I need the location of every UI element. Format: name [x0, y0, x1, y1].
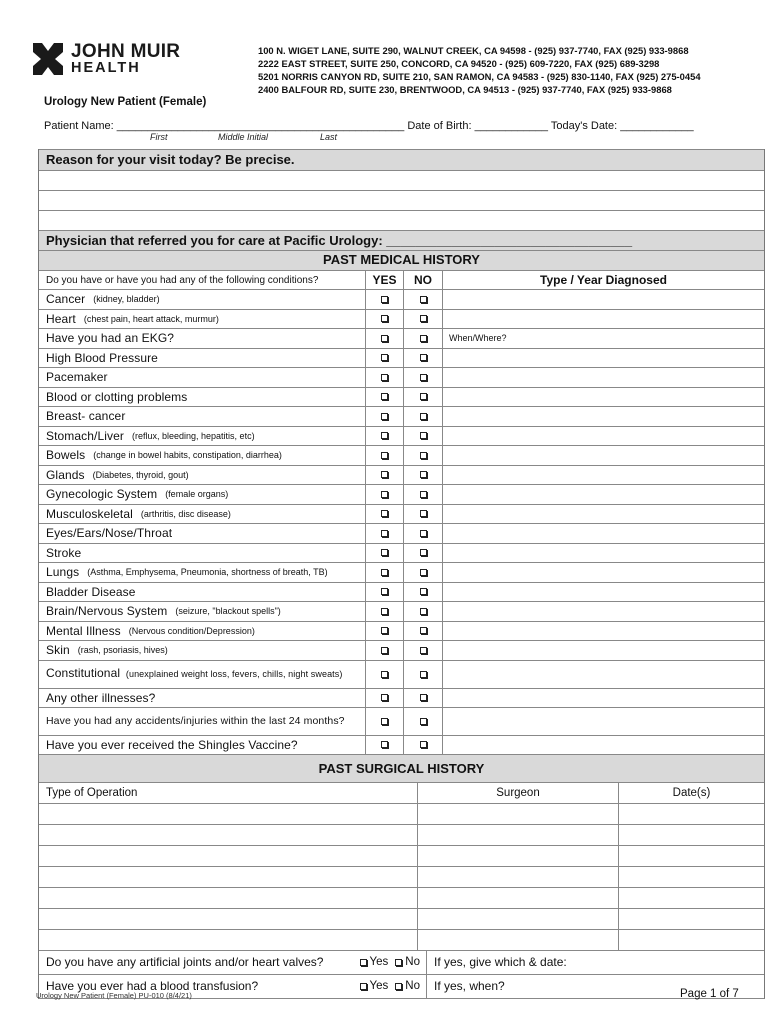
- type-year-field[interactable]: [443, 583, 764, 602]
- yes-checkbox[interactable]: [360, 959, 367, 966]
- condition-name: Constitutional: [46, 666, 121, 680]
- condition-label: [39, 485, 366, 504]
- dates-field[interactable]: [619, 909, 764, 929]
- middle-initial-label: Middle Initial: [218, 132, 269, 142]
- yes-checkbox-cell: [366, 485, 404, 504]
- logo-text-line1: JOHN MUIR: [71, 41, 181, 62]
- yes-label: Yes: [369, 980, 389, 992]
- condition-row-accidents: [39, 707, 764, 735]
- no-checkbox-cell: [404, 622, 443, 641]
- condition-label: [39, 290, 366, 309]
- no-checkbox[interactable]: [420, 315, 427, 322]
- dates-column-header: Date(s): [672, 786, 711, 799]
- condition-label: [39, 446, 366, 465]
- no-checkbox-cell: [404, 427, 443, 446]
- surgeon-field[interactable]: [418, 825, 619, 845]
- type-year-field[interactable]: [443, 329, 764, 348]
- condition-row: [39, 562, 764, 582]
- medical-history-grid: [38, 149, 765, 999]
- condition-extra-label: When/Where?: [449, 333, 507, 344]
- condition-label: [39, 544, 366, 563]
- condition-label: [39, 563, 366, 582]
- condition-label: [39, 661, 366, 688]
- john-muir-logo-icon: [33, 43, 63, 75]
- yes-checkbox-cell: [366, 583, 404, 602]
- reason-answer-line[interactable]: [39, 170, 764, 190]
- condition-label: [39, 622, 366, 641]
- type-year-field[interactable]: [443, 689, 764, 707]
- type-year-field[interactable]: [443, 563, 764, 582]
- yes-checkbox-cell: [366, 563, 404, 582]
- condition-label: [39, 602, 366, 621]
- referring-physician-line[interactable]: Physician that referred you for care at Pacific Urology: __________________________________: [39, 230, 764, 250]
- no-checkbox[interactable]: [420, 510, 427, 517]
- yes-checkbox[interactable]: [381, 647, 388, 654]
- yes-checkbox-cell: [366, 544, 404, 563]
- yes-checkbox[interactable]: [381, 569, 388, 576]
- condition-label: [39, 368, 366, 387]
- clinic-addresses: [258, 44, 701, 96]
- condition-label: [39, 349, 366, 368]
- condition-label: [39, 466, 366, 485]
- no-checkbox-cell: [404, 544, 443, 563]
- operation-column-header: Type of Operation: [39, 783, 418, 803]
- condition-row: [39, 601, 764, 621]
- yes-checkbox-cell: [366, 622, 404, 641]
- condition-note: (Nervous condition/Depression): [128, 625, 255, 636]
- question-text: Do you have any artificial joints and/or heart valves?: [46, 955, 324, 969]
- surgeon-field[interactable]: [418, 888, 619, 908]
- condition-name: Gynecologic System: [46, 487, 158, 502]
- no-checkbox[interactable]: [395, 959, 402, 966]
- yes-checkbox-cell: [366, 524, 404, 543]
- reason-heading: Reason for your visit today? Be precise.: [39, 149, 764, 170]
- condition-note: (rash, psoriasis, hives): [77, 645, 168, 656]
- condition-name: Have you had any accidents/injuries within the last 24 months?: [46, 714, 345, 727]
- yes-checkbox[interactable]: [381, 510, 388, 517]
- operation-field[interactable]: [39, 909, 418, 929]
- logo-text-line2: HEALTH: [71, 60, 141, 76]
- operation-field[interactable]: [39, 867, 418, 887]
- operation-field[interactable]: [39, 804, 418, 824]
- condition-name: Breast- cancer: [46, 409, 126, 424]
- surgery-row: [39, 887, 764, 908]
- condition-name: Glands: [46, 467, 85, 482]
- surgery-row: [39, 824, 764, 845]
- condition-row: [39, 348, 764, 368]
- no-checkbox-cell: [404, 661, 443, 688]
- no-checkbox-cell: [404, 466, 443, 485]
- condition-label: [39, 427, 366, 446]
- yes-checkbox[interactable]: [381, 432, 388, 439]
- condition-note: (arthritis, disc disease): [140, 508, 231, 519]
- yes-checkbox[interactable]: [381, 315, 388, 322]
- yes-checkbox-cell: [366, 290, 404, 309]
- condition-note: (kidney, bladder): [93, 294, 160, 305]
- no-checkbox[interactable]: [420, 393, 427, 400]
- condition-name: Bowels: [46, 448, 86, 463]
- surgeon-field[interactable]: [418, 867, 619, 887]
- condition-name: Blood or clotting problems: [46, 389, 188, 404]
- no-checkbox-cell: [404, 563, 443, 582]
- past-surgical-history-heading: PAST SURGICAL HISTORY: [39, 754, 764, 782]
- yes-checkbox[interactable]: [381, 694, 388, 701]
- no-checkbox[interactable]: [420, 627, 427, 634]
- condition-row-constitutional: [39, 660, 764, 688]
- no-checkbox[interactable]: [420, 335, 427, 342]
- operation-field[interactable]: [39, 930, 418, 950]
- surgery-row: [39, 929, 764, 950]
- condition-row-other: [39, 688, 764, 707]
- condition-name: Mental Illness: [46, 623, 121, 638]
- no-checkbox-cell: [404, 388, 443, 407]
- condition-row: [39, 328, 764, 348]
- dates-field[interactable]: [619, 846, 764, 866]
- condition-row: [39, 445, 764, 465]
- yes-checkbox-cell: [366, 446, 404, 465]
- type-year-field[interactable]: [443, 544, 764, 563]
- yes-checkbox[interactable]: [381, 296, 388, 303]
- yes-checkbox-cell: [366, 736, 404, 754]
- patient-info-line[interactable]: Patient Name: _______________________________________________ Date of Birth: ____________ Today's Date: ____________: [44, 120, 694, 132]
- condition-name: Have you had an EKG?: [46, 331, 175, 346]
- surgeon-field[interactable]: [418, 909, 619, 929]
- no-checkbox[interactable]: [420, 471, 427, 478]
- type-year-field[interactable]: [443, 446, 764, 465]
- type-year-field[interactable]: [443, 708, 764, 735]
- yes-column-header: YES: [366, 271, 404, 289]
- type-year-field[interactable]: [443, 466, 764, 485]
- no-checkbox-cell: [404, 349, 443, 368]
- condition-row: [39, 543, 764, 563]
- condition-row: [39, 621, 764, 641]
- question-text: Have you ever had a blood transfusion?: [46, 979, 259, 993]
- surgery-row: [39, 845, 764, 866]
- yes-checkbox[interactable]: [381, 608, 388, 615]
- condition-note: (Diabetes, thyroid, gout): [92, 469, 189, 480]
- condition-label: [39, 641, 366, 660]
- type-year-field[interactable]: [443, 524, 764, 543]
- type-year-field[interactable]: [443, 622, 764, 641]
- yes-checkbox-cell: [366, 329, 404, 348]
- type-year-field[interactable]: [443, 505, 764, 524]
- condition-name: Cancer: [46, 292, 86, 307]
- type-year-field[interactable]: [443, 310, 764, 329]
- yes-checkbox-cell: [366, 689, 404, 707]
- condition-note: (unexplained weight loss, fevers, chills, night sweats): [125, 669, 343, 679]
- yes-checkbox-cell: [366, 407, 404, 426]
- condition-note: (chest pain, heart attack, murmur): [83, 313, 219, 324]
- condition-note: (reflux, bleeding, hepatitis, etc): [132, 430, 255, 441]
- conditions-question: Do you have or have you had any of the following conditions?: [39, 271, 366, 289]
- no-checkbox[interactable]: [420, 452, 427, 459]
- condition-row: [39, 289, 764, 309]
- surgeon-column-header: Surgeon: [418, 783, 619, 803]
- condition-row: [39, 309, 764, 329]
- dates-field[interactable]: [619, 867, 764, 887]
- no-checkbox[interactable]: [420, 647, 427, 654]
- page-number: Page 1 of 7: [680, 988, 739, 1000]
- no-checkbox[interactable]: [420, 608, 427, 615]
- condition-row: [39, 367, 764, 387]
- yes-checkbox-cell: [366, 641, 404, 660]
- surgeon-field[interactable]: [418, 804, 619, 824]
- first-name-label: First: [150, 132, 168, 142]
- type-year-field[interactable]: [443, 641, 764, 660]
- operation-field[interactable]: [39, 888, 418, 908]
- no-label: No: [405, 956, 420, 968]
- pmh-column-headers: [39, 270, 764, 289]
- condition-label: [39, 329, 366, 348]
- type-year-field[interactable]: [443, 602, 764, 621]
- no-checkbox[interactable]: [420, 296, 427, 303]
- condition-note: (seizure, "blackout spells"): [175, 606, 281, 617]
- condition-note: (female organs): [165, 489, 229, 500]
- address-line: 5201 NORRIS CANYON RD, SUITE 210, SAN RAMON, CA 94583 - (925) 830-1140, FAX (925) 275-0454: [258, 71, 701, 82]
- surgery-rows: [39, 803, 764, 950]
- dates-field[interactable]: [619, 804, 764, 824]
- condition-rows: [39, 289, 764, 660]
- no-checkbox[interactable]: [420, 718, 427, 725]
- no-checkbox-cell: [404, 310, 443, 329]
- yes-checkbox[interactable]: [381, 393, 388, 400]
- no-checkbox-cell: [404, 290, 443, 309]
- no-checkbox[interactable]: [420, 530, 427, 537]
- condition-label: [39, 407, 366, 426]
- dates-field[interactable]: [619, 888, 764, 908]
- no-checkbox-cell: [404, 485, 443, 504]
- condition-name: Musculoskeletal: [46, 506, 133, 521]
- type-year-field[interactable]: [443, 349, 764, 368]
- no-checkbox[interactable]: [420, 569, 427, 576]
- type-year-field[interactable]: [443, 736, 764, 754]
- condition-label: [39, 524, 366, 543]
- condition-row: [39, 523, 764, 543]
- condition-row: [39, 465, 764, 485]
- condition-name: High Blood Pressure: [46, 350, 158, 365]
- no-checkbox[interactable]: [420, 549, 427, 556]
- no-label: No: [405, 980, 420, 992]
- artificial-joints-row: [39, 950, 764, 974]
- yes-label: Yes: [369, 956, 389, 968]
- address-line: 2222 EAST STREET, SUITE 250, CONCORD, CA 94520 - (925) 609-7220, FAX (925) 689-3298: [258, 58, 660, 69]
- yes-checkbox-cell: [366, 427, 404, 446]
- reason-answer-line[interactable]: [39, 190, 764, 210]
- no-checkbox-cell: [404, 602, 443, 621]
- no-checkbox-cell: [404, 368, 443, 387]
- no-checkbox[interactable]: [420, 374, 427, 381]
- yes-checkbox[interactable]: [381, 718, 388, 725]
- joints-followup[interactable]: If yes, give which & date:: [434, 955, 567, 969]
- yes-checkbox[interactable]: [381, 335, 388, 342]
- type-year-column-header: Type / Year Diagnosed: [540, 273, 667, 287]
- operation-field[interactable]: [39, 825, 418, 845]
- psh-column-headers: [39, 782, 764, 803]
- address-line: 2400 BALFOUR RD, SUITE 230, BRENTWOOD, CA 94513 - (925) 937-7740, FAX (925) 933-9868: [258, 84, 672, 95]
- no-checkbox[interactable]: [395, 983, 402, 990]
- type-year-field[interactable]: [443, 290, 764, 309]
- no-checkbox[interactable]: [420, 491, 427, 498]
- condition-row: [39, 504, 764, 524]
- no-checkbox[interactable]: [420, 741, 427, 748]
- no-checkbox-cell: [404, 329, 443, 348]
- yes-checkbox[interactable]: [381, 671, 388, 678]
- dates-field[interactable]: [619, 825, 764, 845]
- condition-row: [39, 387, 764, 407]
- condition-label: [39, 310, 366, 329]
- condition-name: Eyes/Ears/Nose/Throat: [46, 526, 173, 541]
- type-year-field[interactable]: [443, 661, 764, 688]
- yes-checkbox[interactable]: [381, 354, 388, 361]
- yes-checkbox-cell: [366, 368, 404, 387]
- surgeon-field[interactable]: [418, 846, 619, 866]
- no-checkbox[interactable]: [420, 588, 427, 595]
- condition-name: Bladder Disease: [46, 584, 136, 599]
- condition-row-shingles: [39, 735, 764, 754]
- yes-checkbox[interactable]: [381, 741, 388, 748]
- type-year-field[interactable]: [443, 485, 764, 504]
- condition-name: Skin: [46, 643, 70, 658]
- condition-label: [39, 505, 366, 524]
- condition-name: Pacemaker: [46, 370, 108, 385]
- yes-checkbox-cell: [366, 602, 404, 621]
- dates-field[interactable]: [619, 930, 764, 950]
- condition-label: [39, 583, 366, 602]
- yes-checkbox-cell: [366, 466, 404, 485]
- address-line: 100 N. WIGET LANE, SUITE 290, WALNUT CREEK, CA 94598 - (925) 937-7740, FAX (925) 933-9868: [258, 45, 689, 56]
- no-checkbox[interactable]: [420, 413, 427, 420]
- condition-label: [39, 388, 366, 407]
- no-checkbox[interactable]: [420, 432, 427, 439]
- yes-checkbox-cell: [366, 708, 404, 735]
- yes-checkbox[interactable]: [381, 549, 388, 556]
- surgery-row: [39, 866, 764, 887]
- no-column-header: NO: [404, 271, 443, 289]
- type-year-field[interactable]: [443, 407, 764, 426]
- yes-checkbox[interactable]: [381, 530, 388, 537]
- yes-checkbox-cell: [366, 388, 404, 407]
- no-checkbox-cell: [404, 708, 443, 735]
- john-muir-health-logo: [33, 43, 193, 77]
- yes-checkbox[interactable]: [381, 452, 388, 459]
- condition-name: Any other illnesses?: [46, 690, 156, 705]
- yes-checkbox[interactable]: [381, 491, 388, 498]
- yes-checkbox[interactable]: [381, 588, 388, 595]
- condition-label: [39, 708, 366, 735]
- condition-note: (change in bowel habits, constipation, diarrhea): [93, 450, 282, 461]
- transfusion-followup[interactable]: If yes, when?: [434, 979, 505, 993]
- past-medical-history-heading: PAST MEDICAL HISTORY: [39, 250, 764, 270]
- condition-row: [39, 484, 764, 504]
- operation-field[interactable]: [39, 846, 418, 866]
- type-year-field[interactable]: [443, 388, 764, 407]
- condition-row: [39, 426, 764, 446]
- reason-answer-line[interactable]: [39, 210, 764, 230]
- type-year-field[interactable]: [443, 368, 764, 387]
- condition-name: Have you ever received the Shingles Vaccine?: [46, 737, 298, 752]
- surgery-row: [39, 908, 764, 929]
- yes-checkbox[interactable]: [381, 374, 388, 381]
- yes-checkbox[interactable]: [360, 983, 367, 990]
- yes-checkbox-cell: [366, 505, 404, 524]
- condition-name: Heart: [46, 311, 76, 326]
- type-year-field[interactable]: [443, 427, 764, 446]
- condition-row: [39, 406, 764, 426]
- artificial-joints-question: [39, 951, 427, 974]
- condition-name: Brain/Nervous System: [46, 604, 168, 619]
- no-checkbox-cell: [404, 505, 443, 524]
- surgery-row: [39, 803, 764, 824]
- yes-checkbox-cell: [366, 310, 404, 329]
- no-checkbox-cell: [404, 524, 443, 543]
- no-checkbox-cell: [404, 641, 443, 660]
- no-checkbox[interactable]: [420, 694, 427, 701]
- condition-name: Lungs: [46, 565, 80, 580]
- last-name-label: Last: [320, 132, 338, 142]
- no-checkbox-cell: [404, 689, 443, 707]
- no-checkbox-cell: [404, 407, 443, 426]
- condition-name: Stomach/Liver: [46, 428, 124, 443]
- yes-checkbox[interactable]: [381, 413, 388, 420]
- no-checkbox-cell: [404, 446, 443, 465]
- yes-checkbox-cell: [366, 661, 404, 688]
- yes-checkbox-cell: [366, 349, 404, 368]
- condition-note: (Asthma, Emphysema, Pneumonia, shortness of breath, TB): [87, 567, 328, 578]
- form-title: Urology New Patient (Female): [44, 96, 207, 108]
- form-id: Urology New Patient (Female) PU-010 (8/4/21): [36, 991, 192, 1000]
- no-checkbox[interactable]: [420, 354, 427, 361]
- condition-row: [39, 582, 764, 602]
- yes-checkbox[interactable]: [381, 627, 388, 634]
- surgeon-field[interactable]: [418, 930, 619, 950]
- condition-row: [39, 640, 764, 660]
- yes-checkbox[interactable]: [381, 471, 388, 478]
- condition-label: [39, 689, 366, 707]
- condition-label: [39, 736, 366, 754]
- condition-name: Stroke: [46, 545, 82, 560]
- no-checkbox-cell: [404, 736, 443, 754]
- no-checkbox-cell: [404, 583, 443, 602]
- no-checkbox[interactable]: [420, 671, 427, 678]
